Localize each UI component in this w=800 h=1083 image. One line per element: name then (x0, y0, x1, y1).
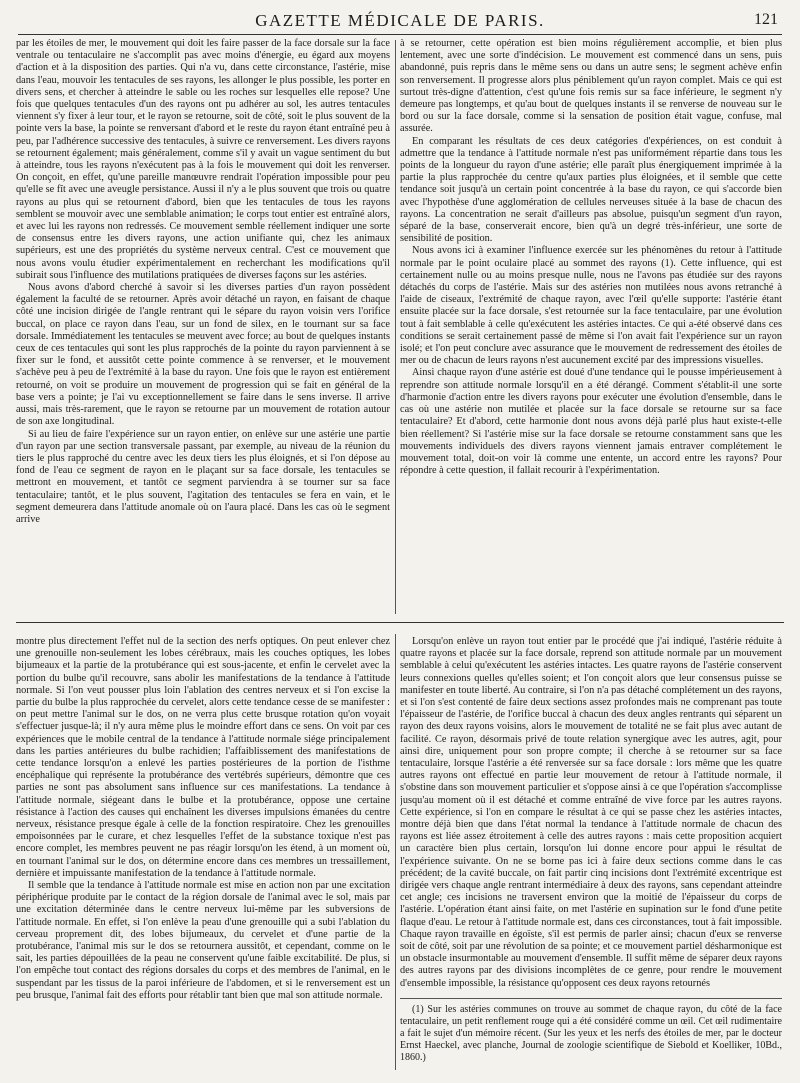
paragraph: Nous avons d'abord cherché à savoir si les diverses parties d'un rayon possèdent également la faculté de se retourner. Après avoir détaché un rayon, en faisant de chaque côté une incision dirigée de l'angle rentrant qui le sépare du rayon voisin vers l'orifice buccal, on place ce rayon dans l'eau, sur un fond de silex, en le tournant sur sa face dorsale. Immédiatement les tentacules se meuvent avec force; au bout de quelques instants ceux de ces tentacules qui sont les plus rapprochés de la pointe du rayon parviennent à se fixer sur le fond, et aussitôt cette pointe commence à se renverser, et le mouvement s'achève peu à peu de l'extrémité à la base du rayon. Une fois que le rayon est entièrement retourné, on voit se produire un mouvement de progression qui se fait en général de la base vers a pointe; je l'ai vu exceptionnellement se faire dans le sens inverse. Il arrive aussi, mais très-rarement, que le rayon se retourne par un mouvement de rotation autour de son axe longitudinal. (16, 282, 390, 428)
page-header (18, 4, 782, 35)
paragraph: montre plus directement l'effet nul de la section des nerfs optiques. On peut enlever chez une grenouille non-seulement les lobes cérébraux, mais les couches optiques, les lobes bijumeaux et la partie de la protubérance qui est sous-jacente, et enfin le cervelet avec la portion du bulbe qu'il recouvre, sans abolir les manifestations de la tendance à l'attitude normale. Si l'on veut pousser plus loin l'ablation des centres nerveux et si l'on excise la partie du bulbe la plus rapprochée du cervelet, alors cette tendance cesse de se manifester : on peut mettre l'animal sur le dos, on ne verra plus cette brusque rotation qu'on voyait s'effectuer jusque-là; il n'y aura même plus le moindre effort dans ce sens. On voit par ces expériences que le mobile central de la tendance à l'attitude normale siége principalement dans les parties antérieures du bulbe rachidien; l'affaiblissement des manifestations de cette tendance lorsqu'on a enlevé les parties postérieures de la portion de l'isthme encéphalique qui représente la protubérance des vertébrés supérieurs, démontre que ces parties ne sont pas absolument sans influence sur ces manifestations. La tendance à l'attitude normale, siégeant dans le bulbe et la protubérance, oppose une certaine résistance à l'action des causes qui enchaînent les diverses impulsions émanées du centre nerveux, résistance presque égale à celle de la fonction respiratoire. Chez les grenouilles empoisonnées par le curare, et chez lesquelles l'effet de la substance toxique n'est pas encore complet, les membres peuvent ne pas réagir lorsqu'on les étend, à un moment où, en tournant l'animal sur le dos, on détermine encore dans ces membres un tressaillement, dernière et impuissante manifestation de la tendance à l'attitude normale. (16, 636, 390, 879)
paragraph: à se retourner, cette opération est bien moins régulièrement accomplie, et bien plus lentement, avec une sorte d'indécision. Le mouvement est commencé dans un sens, puis abandonné, puis repris dans le même sens ou dans un autre sens; le segment achève enfin son renversement. Il progresse alors plus péniblement qu'un rayon complet. Mais ce qui est surtout très-digne d'attention, c'est qu'une fois remis sur sa face inférieure, le segment n'y demeure pas longtemps, et qu'au bout de quelques instants il se renverse de nouveau sur le bord ou sur la face dorsale, comme si la sensation de position était vague, confuse, mal assurée. (400, 38, 782, 135)
footnote (400, 1004, 782, 1076)
paragraph: Nous avons ici à examiner l'influence exercée sur les phénomènes du retour à l'attitude normale par le point oculaire placé au sommet des rayons (1). Cette influence, qui est certainement nulle ou au moins presque nulle, nous ne l'avons pas étudiée sur des rayons détachés du corps de l'astérie. Mais sur des astéries non mutilées nous avons retranché à l'aide de ciseaux, l'extrémité de chaque rayon, avec l'œil qu'elle supporte: l'astérie étant ensuite placée sur la face dorsale, s'est retournée sur la face tentaculaire, par une évolution tout à fait semblable à celle qu'exécutent les astéries intactes. Ce qui a-été observé dans ces conditions se serait certainement passé de même si l'on avait fait l'expérience sur un rayon isolé; et l'on peut conclure avec assurance que le mouvement de redressement des étoiles de mer ou de chacun de leurs rayons n'est aucunement excité par des impressions visuelles. (400, 245, 782, 367)
paragraph: Lorsqu'on enlève un rayon tout entier par le procédé que j'ai indiqué, l'astérie réduite à quatre rayons et placée sur la face dorsale, reprend son attitude normale par un mouvement semblable à celui qu'exécutent les astéries intactes. Les quatre rayons de l'astérie conservent leurs connexions quelles qu'elles soient; et l'on conçoit alors que leur consensus puisse se manifester en toute liberté. Au contraire, si l'on n'a pas détaché complétement un des rayons, et si l'on s'est contenté de faire deux sections assez profondes mais ne comprenant pas toute l'épaisseur de l'astérie, de l'orifice buccal à chacun des deux angles rentrants qui séparent un rayon des deux rayons voisins, alors le mouvement de totalité ne se fait plus avec autant de facilité. Ce rayon, désormais privé de toute relation synergique avec les autres, agit, pour ainsi dire, uniquement pour son propre compte; il cherche à se retourner sur sa face tentaculaire, lorsque l'astérie a été renversée sur sa face dorsale : lors même que les quatre autres rayons ont effectué en partie leur mouvement de retour à l'attitude normale, il s'obstine dans son mouvement particulier et s'oppose ainsi à ce que l'opération s'accomplisse jusqu'au moment où il est détaché et comme entraîné de vive force par les autres rayons. Cette expérience, si l'on en compare le résultat à ce qui se passe chez les astéries intactes, montre déjà bien que dans l'état normal la tendance à l'attitude normale de chacun des rayons est liée assez étroitement à celle des autres rayons : mais cette proposition acquiert un caractère bien plus certain, lorsqu'on lui donne encore pour appui le résultat de l'expérience suivante. On ne se borne pas ici à faire deux sections comme dans le cas précédent; de la cavité buccale, on fait partir cinq incisions dont l'extrémité excentrique est dirigée vers chaque angle rentrant intermédiaire à deux des rayons, sans cependant atteindre cet angle; ces incisions ne traversent environ que la moitié de l'épaisseur du corps de l'astérie. L'opération étant ainsi faite, on met l'astérie en supination sur le fond d'une petite flaque d'eau. Le retour à l'attitude normale est, dans ces circonstances, tout à fait impossible. Chaque rayon travaille en égoïste, s'il est permis de parler ainsi; chacun d'eux se renverse soit de côté, soit par une révolution de sa pointe; et ce mouvement partiel désharmonique est un obstacle insurmontable au mouvement d'ensemble. Il suffit même de séparer deux rayons des autres rayons par des divisions incomplètes de ce genre, pour rendre le mouvement d'ensemble impossible, la résistance qu'opposent ces deux rayons retournés (400, 636, 782, 989)
paragraph: Il semble que la tendance à l'attitude normale est mise en action non par une excitation périphérique produite par le contact de la région dorsale de l'animal avec le sol, mais par une excitation déterminée dans le centre nerveux lui-même par les subversions de l'attitude normale. En effet, si l'on enlève la peau d'une grenouille qui a subi l'ablation du cerveau proprement dit, des lobes bijumeaux, du cervelet et d'une partie de la protubérance, l'animal mis sur le dos se retournera aussitôt, et cependant, comme on le sait, les parties dépouillées de la peau ne conservent qu'une faible excitabilité. De plus, si l'on empêche tout contact des régions dorsales du corps et des membres de l'animal, en le suspendant par les tissus de la paroi inférieure de l'abdomen, et si le renversement est un peu brusque, l'animal fait des efforts pour rétablir tant bien que mal son attitude normale. (16, 880, 390, 1001)
text-column-top-left (16, 38, 390, 612)
page-number: 121 (754, 11, 778, 28)
column-divider-bottom (395, 634, 396, 1070)
column-divider-top (395, 40, 396, 614)
paragraph: Si au lieu de faire l'expérience sur un rayon entier, on enlève sur une astérie une partie d'un rayon par une section transversale passant, par exemple, au niveau de la réunion du tiers le plus rapproché du centre avec les deux tiers les plus éloignés, et si l'on dépose au fond de l'eau ce segment de rayon en le plaçant sur sa face dorsale, les tentacules se mettront en mouvement, et tantôt ce segment parviendra à se tourner sur sa face tentaculaire; tantôt, et le plus souvent, l'agitation des tentacules se fera en vain, et le segment demeurera dans l'attitude anomale où on l'aura placé. Dans les cas où le segment arrive (16, 428, 390, 525)
paragraph: En comparant les résultats de ces deux catégories d'expériences, on est conduit à admettre que la tendance à l'attitude normale n'est pas uniformément répartie dans tous les points de la longueur du rayon d'une astérie; elle paraît plus énergiquement imprimée à la partie la plus rapprochée du centre qu'aux parties plus éloignées, et il semble que cette tendance soit jusqu'à un certain point concentrée à la base du rayon, ce qui s'accorde bien avec l'hypothèse d'une agglomération de cellules nerveuses située à la base de chacun des rayons. La concentration ne serait d'ailleurs pas absolue, puisqu'un segment d'un rayon, séparé de la base, conserverait encore, bien qu'à un degré très-inférieur, une sorte de sensibilité de position. (400, 135, 782, 245)
journal-title: GAZETTE MÉDICALE DE PARIS. (255, 11, 545, 30)
footnote-divider (400, 998, 782, 999)
text-column-bottom-left (16, 636, 390, 1068)
footnote-text: (1) Sur les astéries communes on trouve au sommet de chaque rayon, du côté de la face tentaculaire, un petit renflement rouge qui a été considéré comme un œil. Cet œil rudimentaire a fait le sujet d'un mémoire récent. (Sur les yeux et les nerfs des étoiles de mer, par le docteur Ernst Haeckel, avec planche, Journal de zoologie scientifique de Siebold et Koelliker, 10Bd., 1860.) (400, 1004, 782, 1063)
paragraph: Ainsi chaque rayon d'une astérie est doué d'une tendance qui le pousse impérieusement à reprendre son attitude normale lorsqu'il en a été dérangé. Comment s'établit-il une sorte d'harmonie d'action entre les divers rayons pour exécuter une évolution d'ensemble, dans le cas où une astérie non mutilée et placée sur la face dorsale se retourne sur sa face tentaculaire? Et d'abord, cette harmonie dont nous avons déjà parlé plus haut existe-t-elle bien réellement? Si l'astérie mise sur la face dorsale se retourne constamment sans que les mouvements individuels des divers rayons viennent jamais entraver complétement le mouvement total, doit-on voir là comme une entente, un accord entre les rayons? Pour répondre à cette question, il fallait recourir à l'expérimentation. (400, 367, 782, 477)
text-column-bottom-right (400, 636, 782, 990)
text-column-right (400, 38, 782, 612)
section-divider (16, 622, 784, 623)
paragraph: par les étoiles de mer, le mouvement qui doit les faire passer de la face dorsale sur la face ventrale ou tentaculaire ne s'accomplit pas avec moins d'énergie, eu égard aux moyens d'action et à la disposition des parties. Qui n'a vu, dans cette circonstance, l'astérie, mise dans l'eau, mouvoir les tentacules de ses rayons, les allonger le plus possible, les porter en divers sens, et chercher à atteindre le sable ou les roches sur lesquelles elle repose? Une fois que quelques tentacules d'un des rayons ont pu adhérer au sol, les autres tentacules viennent s'y fixer à leur tour, et le rayon se retourne, soit de côté, soit le plus souvent de la pointe vers la base, la pointe se renversant d'abord et le reste du rayon étant entraîné peu à peu, par l'adhérence successive des tentacules, à suivre ce renversement. Les divers rayons se retournent également; mais généralement, comme s'il y avait un vague sentiment du but à atteindre, tous les rayons n'exécutent pas à la fois le mouvement qui doit les renverser. On conçoit, en effet, qu'une pareille manœuvre rendrait l'opération impossible pour peu qu'elle se fît avec une aveugle persistance. Aussi il n'y a le plus souvent que trois ou quatre rayons au plus qui se retournent d'abord, bien que les tentacules de tous les rayons semblent se mouvoir avec une semblable animation; le corps tout entier est entraîné alors, et avec lui les rayons non redressés. Ce mouvement semble réellement indiquer une sorte de consensus entre les divers rayons, une action unifiante qui, chez les animaux supérieurs, est une des propriétés du système nerveux central. C'est ce mouvement que nous avons voulu étudier expérimentalement en recherchant les modifications qu'il subirait sous l'influence des mutilations pratiquées de diverses façons sur les astéries. (16, 38, 390, 281)
